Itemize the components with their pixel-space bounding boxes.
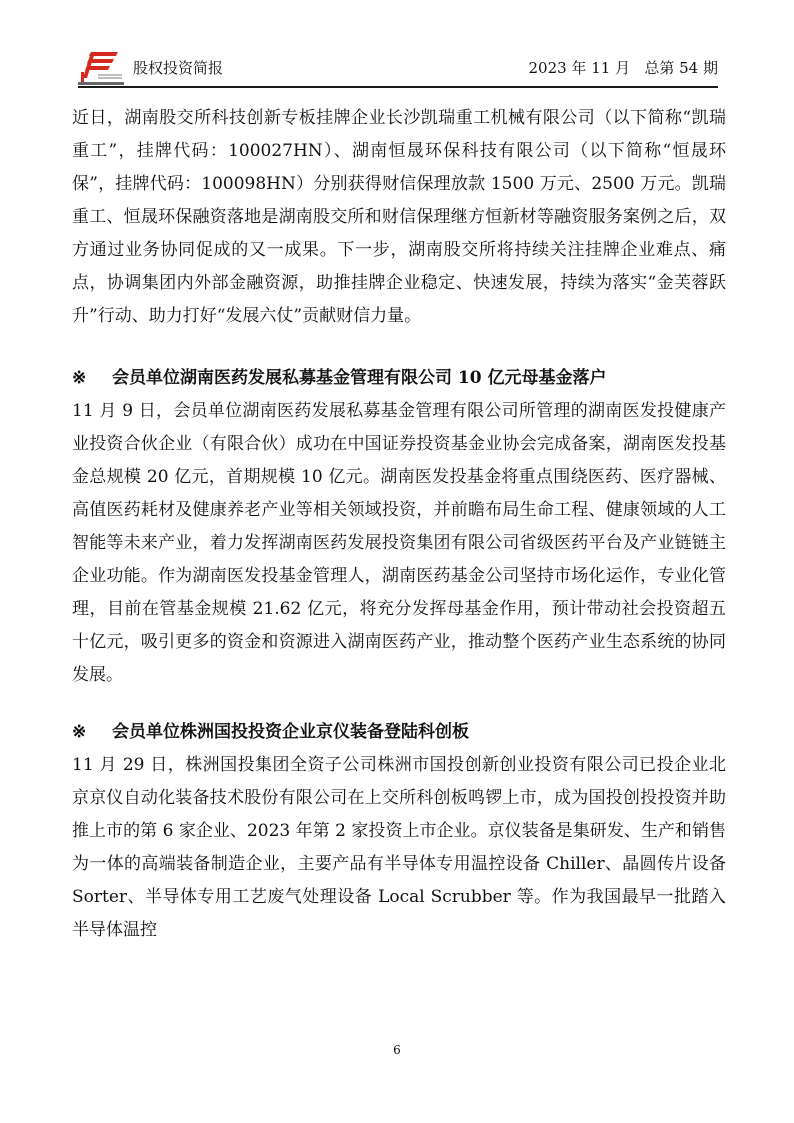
article3-title: 会员单位株洲国投投资企业京仪装备登陆科创板 [112, 722, 469, 742]
article3-heading [72, 716, 726, 749]
association-logo [78, 50, 124, 86]
article2-paragraph: 11 月 9 日，会员单位湖南医药发展私募基金管理有限公司所管理的湖南医发投健康产业投资合伙企业（有限合伙）成功在中国证券投资基金业协会完成备案，湖南医发投基金总规模 20 亿元，首期规模 10 亿元。湖南医发投基金将重点围绕医药、医疗器械、高值医药耗材及健康养老产业等相关领域投资，并前瞻布局生命工程、健康领域的人工智能等未来产业，着力发挥湖南医药发展投资集团有限公司省级医药平台及产业链链主企业功能。作为湖南医发投基金管理人，湖南医药基金公司坚持市场化运作，专业化管理，目前在管基金规模 21.62 亿元，将充分发挥母基金作用，预计带动社会投资超五十亿元，吸引更多的资金和资源进入湖南医药产业，推动整个医药产业生态系统的协同发展。 [72, 401, 726, 685]
article2-title: 会员单位湖南医药发展私募基金管理有限公司 10 亿元母基金落户 [112, 368, 607, 388]
publication-title: 股权投资简报 [133, 59, 224, 77]
article2-heading [72, 362, 726, 395]
article1-paragraph: 近日，湖南股交所科技创新专板挂牌企业长沙凯瑞重工机械有限公司（以下简称“凯瑞重工”，挂牌代码：100027HN）、湖南恒晟环保科技有限公司（以下简称“恒晟环保”，挂牌代码：100098HN）分别获得财信保理放款 1500 万元、2500 万元。凯瑞重工、恒晟环保融资落地是湖南股交所和财信保理继方恒新材等融资服务案例之后，双方通过业务协同促成的又一成果。下一步，湖南股交所将持续关注挂牌企业难点、痛点，协调集团内外部金融资源，助推挂牌企业稳定、快速发展，持续为落实“金芙蓉跃升”行动、助力打好“发展六仗”贡献财信力量。 [72, 108, 726, 326]
document-body [72, 102, 726, 947]
page-header [78, 50, 718, 88]
reference-mark-icon: ※ [72, 722, 87, 742]
reference-mark-icon: ※ [72, 368, 87, 388]
article3-paragraph: 11 月 29 日，株洲国投集团全资子公司株洲市国投创新创业投资有限公司已投企业北京京仪自动化装备技术股份有限公司在上交所科创板鸣锣上市，成为国投创投投资并助推上市的第 6 家企业、2023 年第 2 家投资上市企业。京仪装备是集研发、生产和销售为一体的高端装备制造企业，主要产品有半导体专用温控设备 Chiller、晶圆传片设备 Sorter、半导体专用工艺废气处理设备 Local Scrubber 等。作为我国最早一批踏入半导体温控 [72, 755, 726, 940]
header-divider [78, 86, 718, 88]
page-number: 6 [393, 1043, 401, 1057]
issue-info: 2023 年 11 月 总第 54 期 [528, 59, 718, 77]
